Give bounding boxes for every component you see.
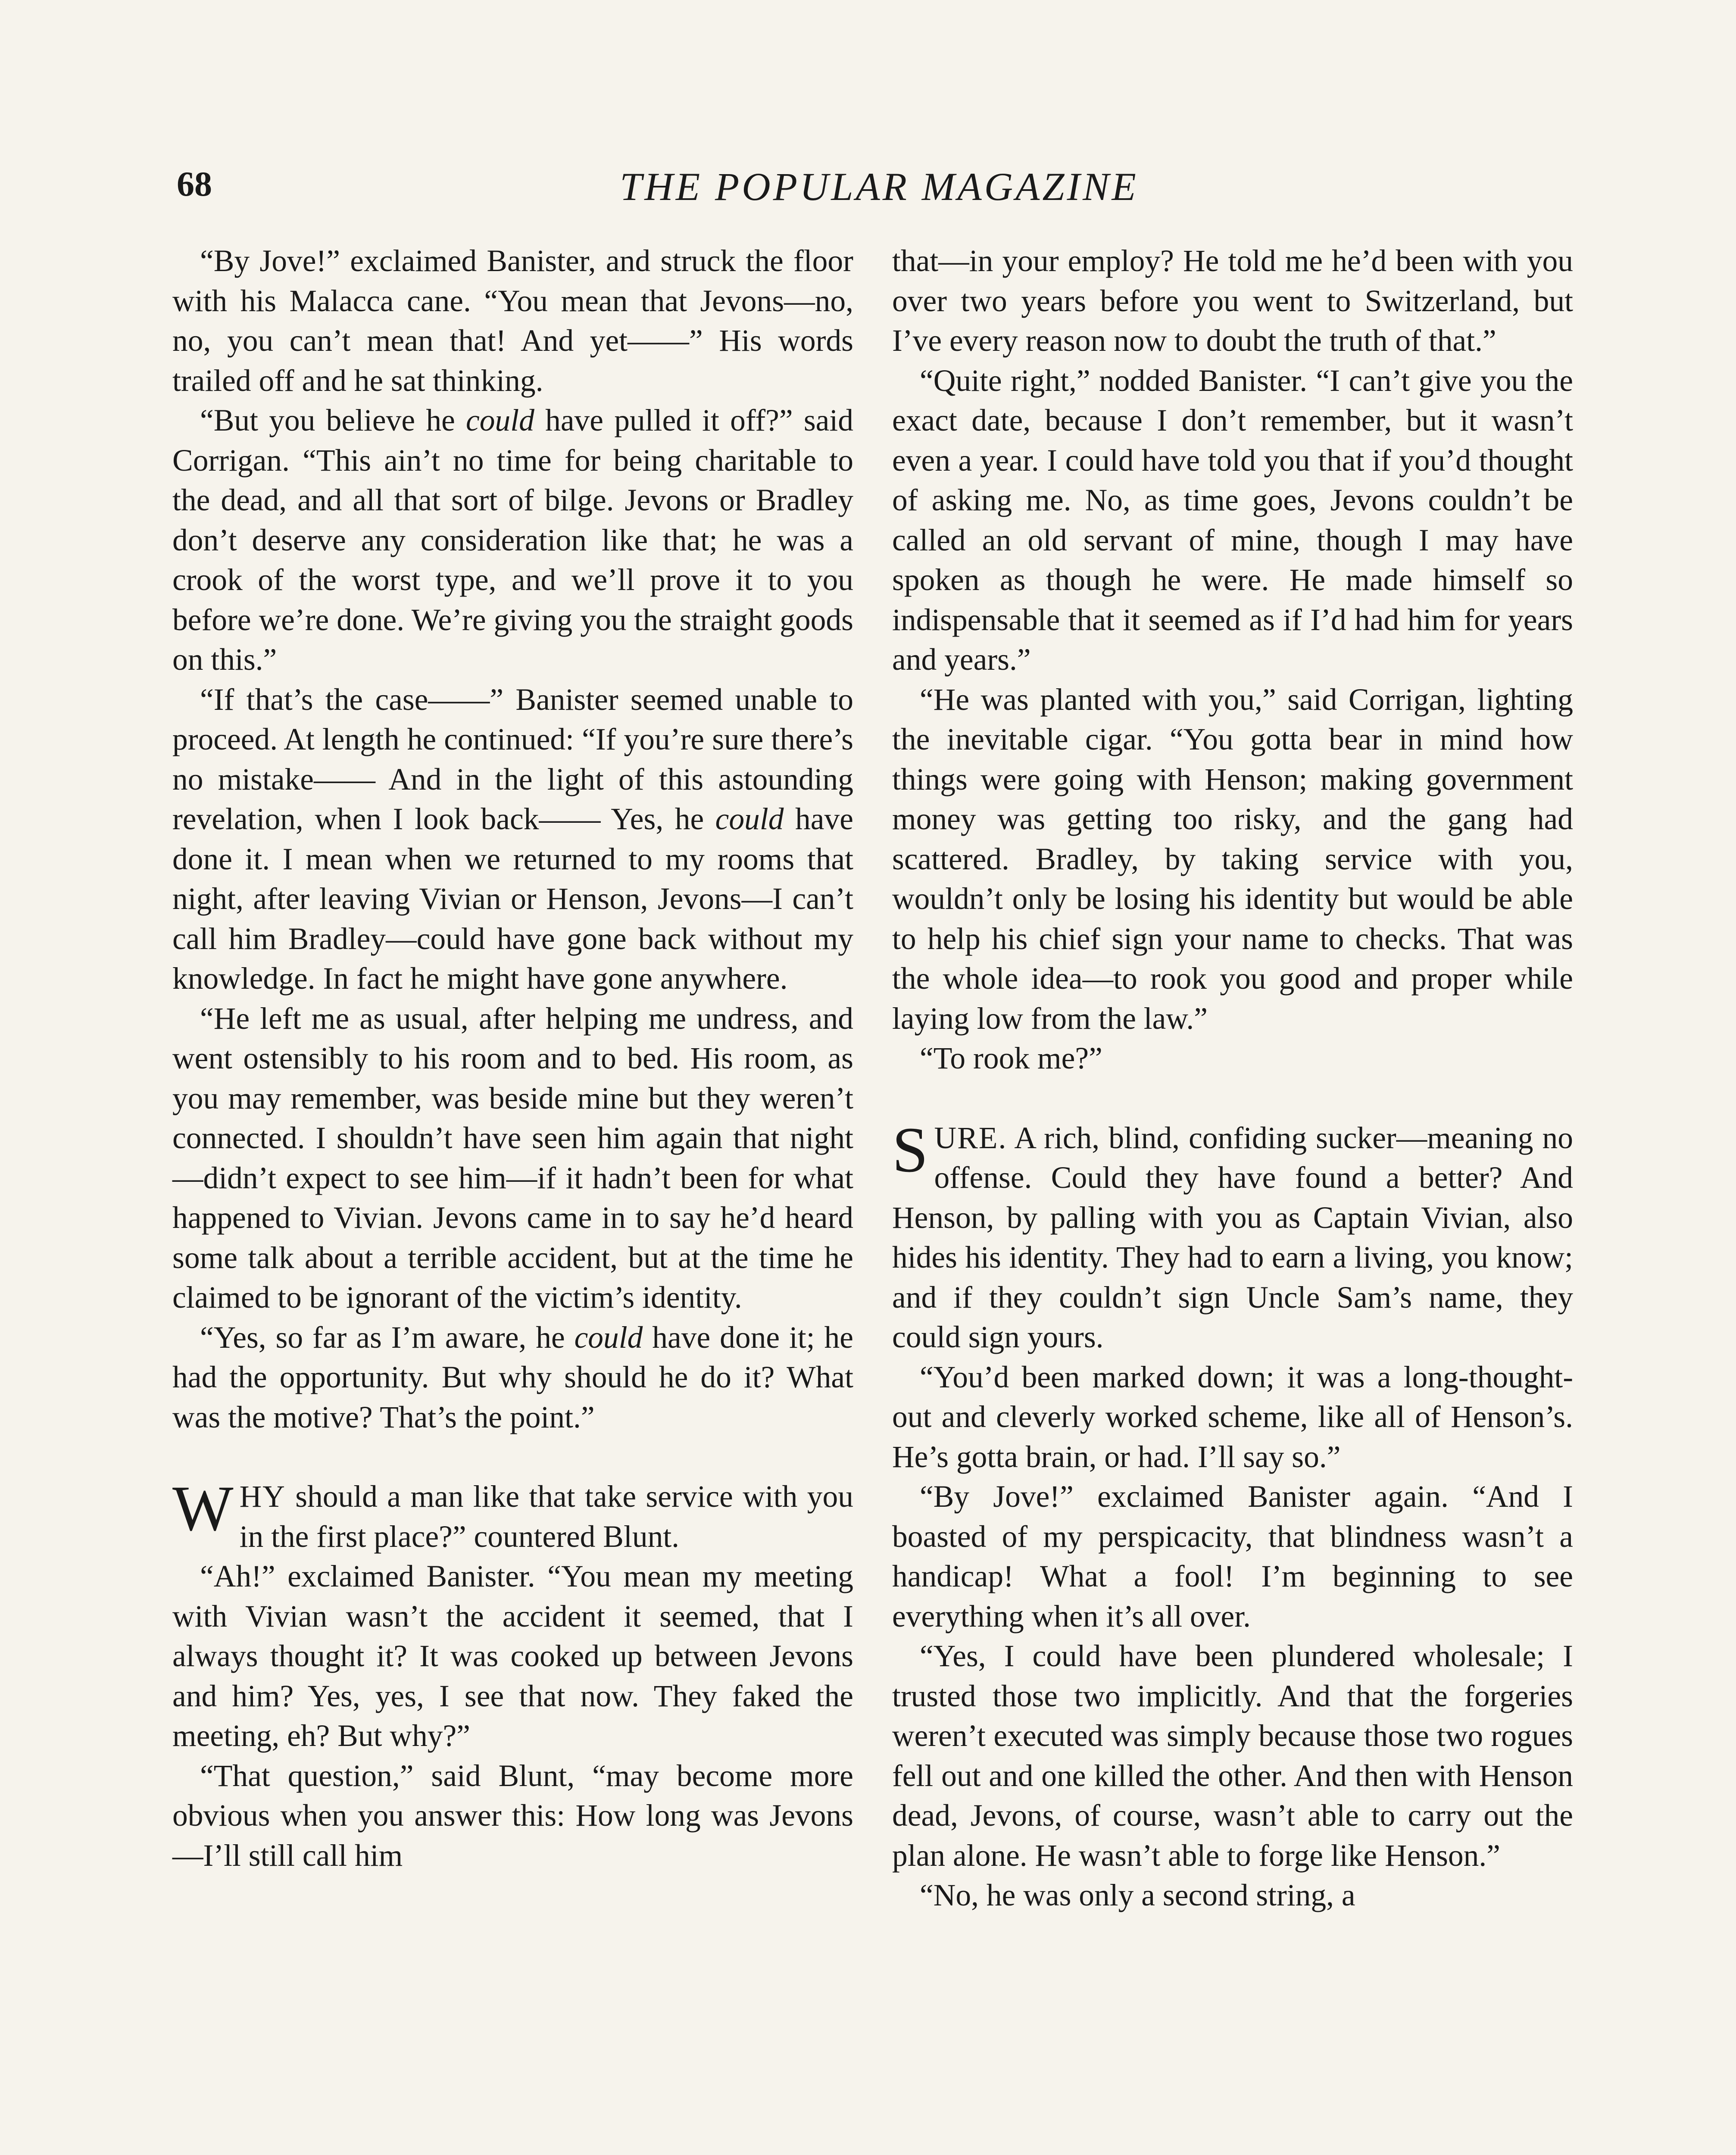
left-column <box>172 241 853 1876</box>
page-number: 68 <box>177 164 212 203</box>
paragraph: “If that’s the case——” Banister seemed unable to proceed. At length he continued: “If you’re sure there’s no mistake—— And in the light of this astounding revelation, when I look back—— Yes, he could have done it. I mean when we returned to my rooms that night, after leaving Vivian or Henson, Jevons—I can’t call him Bradley—could have gone back without my knowledge. In fact he might have gone anywhere. <box>172 682 853 996</box>
section-opening-paragraph: SURE. A rich, blind, confiding sucker—meaning no offense. Could they have found a better? And Henson, by palling with you as Captain Vivian, also hides his identity. They had to earn a living, you know; and if they couldn’t sign Uncle Sam’s name, they could sign yours. <box>892 1114 1573 1354</box>
paragraph: “But you believe he could have pulled it off?” said Corrigan. “This ain’t no time for being charitable to the dead, and all that sort of bilge. Jevons or Bradley don’t deserve any consideration like that; he was a crook of the worst type, and we’ll prove it to you before we’re done. We’re giving you the straight goods on this.” <box>172 403 854 677</box>
paragraph: “Ah!” exclaimed Banister. “You mean my meeting with Vivian wasn’t the accident it seemed, that I always thought it? It was cooked up between Jevons and him? Yes, yes, I see that now. They faked the meeting, eh? But why?” <box>172 1559 853 1753</box>
drop-cap: S <box>892 1114 928 1186</box>
paragraph: “He was planted with you,” said Corrigan, lighting the inevitable cigar. “You gotta bear in mind how things were going with Henson; making government money was getting too risky, and the gang had scattered. Bradley, by taking service with you, wouldn’t only be losing his identity but would be able to help his chief sign your name to checks. That was the whole idea—to rook you good and proper while laying low from the law.” <box>892 682 1573 1036</box>
paragraph: “To rook me?” <box>920 1041 1102 1075</box>
paragraph: “Yes, I could have been plundered wholesale; I trusted those two implicitly. And that the forgeries weren’t executed was simply because those two rogues fell out and one killed the other. And then with Henson dead, Jevons, of course, wasn’t able to carry out the plan alone. He wasn’t able to forge like Henson.” <box>892 1639 1573 1873</box>
paragraph: “That question,” said Blunt, “may become more obvious when you answer this: How long was Jevons—I’ll still call him <box>172 1758 853 1873</box>
paragraph: “By Jove!” exclaimed Banister, and struck the floor with his Malacca cane. “You mean that Jevons—no, no, you can’t mean that! And yet——” His words trailed off and he sat thinking. <box>172 244 853 398</box>
paragraph: “By Jove!” exclaimed Banister again. “And I boasted of my perspicacity, that blindness wasn’t a handicap! What a fool! I’m beginning to see everything when it’s all over. <box>892 1480 1573 1633</box>
section-opening-paragraph: WHY should a man like that take service with you in the first place?” countered Blunt. <box>172 1473 853 1554</box>
running-head: THE POPULAR MAGAZINE <box>620 165 1139 209</box>
paragraph: “No, he was only a second string, a <box>920 1878 1355 1912</box>
paragraph: “He left me as usual, after helping me undress, and went ostensibly to his room and to bed. His room, as you may remember, was beside mine but they weren’t connected. I shouldn’t have seen him again that night—didn’t expect to see him—if it hadn’t been for what happened to Vivian. Jevons came in to say he’d heard some talk about a terrible accident, but at the time he claimed to be ignorant of the victim’s identity. <box>172 1001 853 1315</box>
paragraph: “You’d been marked down; it was a long-thought-out and cleverly worked scheme, like all of Henson’s. He’s gotta brain, or had. I’ll say so.” <box>892 1360 1573 1474</box>
paragraph: “Yes, so far as I’m aware, he could have done it; he had the opportunity. But why should he do it? What was the motive? That’s the point.” <box>172 1320 853 1434</box>
drop-cap: W <box>172 1473 234 1544</box>
page-header <box>177 164 1582 220</box>
right-column <box>892 241 1573 1916</box>
paragraph: that—in your employ? He told me he’d been with you over two years before you went to Switzerland, but I’ve every reason now to doubt the truth of that.” <box>892 244 1573 358</box>
paragraph: “Quite right,” nodded Banister. “I can’t give you the exact date, because I don’t remember, but it wasn’t even a year. I could have told you that if you’d thought of asking me. No, as time goes, Jevons couldn’t be called an old servant of mine, though I may have spoken as though he were. He made himself so indispensable that it seemed as if I’d had him for years and years.” <box>892 363 1573 677</box>
